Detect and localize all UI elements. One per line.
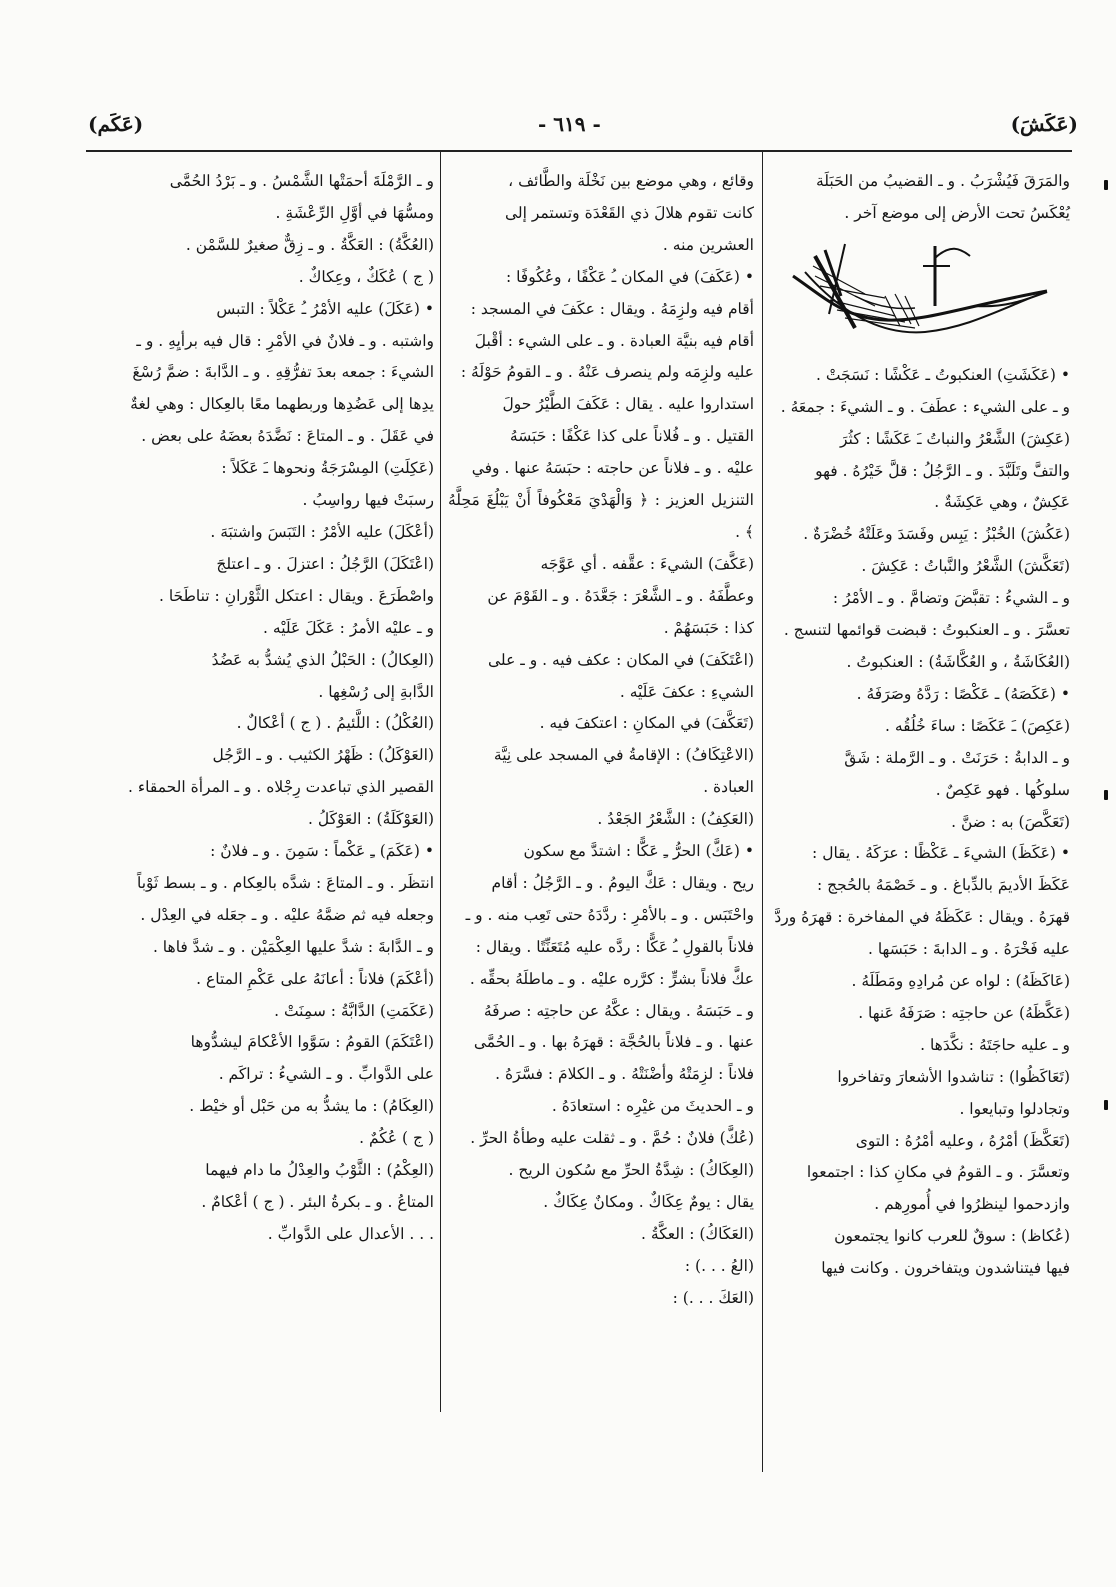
scan-mark [1104, 180, 1108, 190]
text-line: القتيل . و ـ فُلاناً على كذا عَكْفًا : حَبَسَهُ [509, 427, 754, 446]
text-line: ( ج ) عُكَكٌ ، وعِكاكٌ . [298, 267, 434, 286]
text-line: • (عَكَفَ) في المكان ـُ عَكْفًا ، وعُكُوفًا : [505, 267, 754, 286]
header-first-entry: (عَكَشَ) [1010, 112, 1078, 136]
text-line: القصير الذي تباعدت رِجْلاه . و ـ المرأة الحمقاء . [127, 778, 434, 797]
text-line: و ـ عليه حاجَتَهُ : نكَّدَها . [920, 1035, 1070, 1054]
text-line: (العُكَّةُ) : العَكَّةُ . و ـ زِقٌّ صغيرٌ للسَّمْن . [185, 235, 434, 254]
text-line: عكَّ فلاناً بشرٍّ : كرَّره عليْه . و ـ ماطلَهُ بحقِّه . [469, 969, 754, 988]
column-right [770, 166, 1070, 1285]
text-line: يدِها إلى عَضُدِها وربطهما معًا بالعِكال : وهي لغةٌ [130, 395, 434, 414]
text-line: (عَكِلَتِ) المِسْرَجَةُ ونحوها ـَ عَكَلاً : [221, 459, 434, 478]
text-line: رسبَتْ فيها رواسِبُ . [302, 491, 434, 510]
text-line: كذا : حَبَسَهُمْ . [663, 618, 754, 637]
text-line: (عُكَّ) فلانٌ : حُمَّ . و ـ ثقلت عليه وطأةُ الحرِّ . [470, 1129, 754, 1148]
text-line: عنها . و ـ فلاناً بالحُجَّة : قهرَهُ بها . و ـ الحُمَّى [473, 1033, 754, 1052]
text-line: الدَّابةِ إلى رُسْغِها . [318, 682, 434, 701]
column-middle [448, 166, 754, 1315]
text-line: (تَعَكَّفَ) في المكانِ : اعتكفَ فيه . [539, 714, 754, 733]
text-line: عَكَظَ الأديمَ بالدِّباغ . و ـ خَصْمَهُ بالحُجج : [816, 876, 1070, 895]
text-line: واصْطَرَعَ . ويقال : اعتكل الثَّوْرانِ : تناطَحَا . [158, 586, 434, 605]
text-line: (اعْتَكَمَ) القومُ : سَوَّوا الأعْكامَ ليشدُّوها [190, 1033, 434, 1052]
text-line: وتعسَّرَ . و ـ القومُ في مكانِ كذا : اجتمعوا [806, 1163, 1070, 1182]
text-line: الشيءِ : عكفَ عَلَيْه . [619, 682, 754, 701]
text-line: فيها فيتناشدون ويتفاخرون . وكانت فيها [821, 1259, 1070, 1278]
text-line: (عَكِصَ) ـَ عَكَصًا : ساءَ خُلُقُه . [885, 716, 1070, 735]
text-line: و ـ الحديثَ من غيْرِه : استعادَهُ . [551, 1097, 754, 1116]
header-rule [86, 150, 1072, 152]
text-line: • (عَكَمَ) ـِ عَكْماً : سَمِنَ . و ـ فلانٌ : [210, 842, 434, 861]
text-line: يقال : يومٌ عِكَاكٌ . ومكانٌ عِكَاكٌ . [543, 1193, 754, 1211]
text-line: تعسَّرَ . و ـ العنكبوتُ : قبضت قوائمها لتنسج . [783, 621, 1070, 640]
text-line: (عُكاظ) : سوقٌ للعرب كانوا يجتمعون [834, 1227, 1070, 1246]
spider-web-illustration [785, 236, 1055, 348]
scan-mark [1104, 1100, 1108, 1110]
text-line: و ـ الشيءُ : تقبَّضَ وتضامَّ . و ـ الأمْرُ : [832, 589, 1070, 608]
text-line: انتظَر . و ـ المتاعَ : شدَّه بالعِكام . و ـ بسط ثَوْباً [136, 873, 434, 892]
text-line: (عَاكَظَهُ) : لواه عن مُرادِهِ ومَطَلَهُ . [851, 972, 1070, 991]
text-line: (العِكالُ) : الحَبْلُ الذي يُشدُّ به عَضُدُ [211, 650, 434, 669]
text-line: العشرين منه . [662, 235, 754, 254]
text-line: • (عَكَصَهُ) ـ عَكْصًا : رَدَّهُ وصَرَفَهُ . [856, 684, 1070, 703]
text-line: • (عَكَشَتِ) العنكبوتُ ـ عَكْشًا : نَسَجَتْ . [815, 365, 1070, 384]
text-line: يُعْكَسُ تحت الأرض إلى موضع آخر . [844, 203, 1070, 222]
column-divider-left [440, 152, 441, 1412]
text-line: عليْه . و ـ فلاناً عن حاجته : حبَسَهُ عنها . وفي [471, 459, 754, 478]
text-line: في عَقَلَ . و ـ المتاعَ : نَضَّدَهُ بعضَهُ على بعض . [141, 427, 434, 446]
text-line: العبادة . [703, 778, 754, 797]
text-line: (العُكْلُ) : اللَّئيمُ . ( ج ) أعْكالٌ . [236, 714, 434, 733]
text-line: و ـ الدابةُ : حَرَنَتْ . و ـ الرَّملة : شَقَّ [844, 748, 1070, 767]
text-line: قهرَهُ . ويقال : عَكَظَهُ في المفاخرة : قهرَهُ وردَّ [774, 908, 1070, 927]
text-line: (أعْكَمَ) فلاناً : أعانَهُ على عَكْمِ المتاع . [196, 969, 434, 988]
text-line: التنزيل العزيز : ﴿ وَالْهَدْيَ مَعْكُوفاً أَنْ يَبْلُغَ مَحِلَّهُ ﴾ . [448, 491, 754, 541]
text-line: ( ج ) عُكُمٌ . [359, 1129, 434, 1148]
text-line: (تَعَكَّظَ) أمْرُهُ ، وعليه أمْرُهُ : التوى [855, 1131, 1070, 1150]
text-line: وعطَّفَهُ . و ـ الشَّعْرَ : جَعَّدَهُ . و ـ القَوْمَ عن [487, 586, 754, 605]
text-line: (تَعَكَّصَ) به : ضنَّ . [951, 812, 1070, 831]
text-line: (العَكِفُ) : الشَّعْرُ الجَعْدُ . [597, 810, 754, 829]
text-line: (العَكَ . . .) : [672, 1288, 754, 1307]
text-line: (عَكَّظَهُ) عن حاجتِه : صَرَفَهُ عَنها . [858, 1003, 1070, 1022]
text-line: • (عَكَظَ) الشيءَ ـ عَكْظًا : عرَكَهُ . يقال : [812, 844, 1070, 863]
text-line: • (عَكَلَ) عليه الأمْرُ ـُ عَكْلاً : التبس [216, 299, 434, 318]
text-line: وازدحموا لينظرُوا في أُمورِهم . [874, 1195, 1070, 1214]
text-line: (العُكَاشَةُ ، و العُكَّاشَةُ) : العنكبوتُ . [846, 652, 1070, 671]
text-line: (العَكَاكُ) : العكَّةُ . [641, 1224, 754, 1243]
text-line: و ـ حَبَسَهُ . ويقال : عكَّهُ عن حاجتِه : صرفَهُ [483, 1001, 754, 1020]
text-line: وجعله فيه ثم ضمَّهُ عليْه . و ـ جعَله في العِدْل . [140, 905, 434, 924]
page-number: - ٦١٩ - [538, 112, 601, 136]
text-line: كانت تقوم هلالَ ذي القَعْدَة وتستمر إلى [504, 203, 754, 222]
text-line: و ـ عليْه الأمرُ : عَكَلَ عَلَيْه . [263, 618, 434, 637]
text-line: و ـ على الشيء : عطَفَ . و ـ الشيءَ : جمعَهُ . [780, 397, 1070, 416]
text-line: الشيءَ : جمعه بعدَ تفرُّقِهِ . و ـ الدَّابةَ : ضمَّ رُسْغَ [132, 363, 434, 382]
text-line: (العِكْمُ) : الثَّوْبُ والعِدْلُ ما دام فيهما [205, 1161, 434, 1180]
text-line: (العَوْكَلُ) : ظَهْرُ الكثيب . و ـ الرَّجُل [212, 746, 434, 765]
text-line: (عَكُشَ) الخُبْزُ : يَبِس وفَسَدَ وعَلَتْهُ خُضْرَةٌ . [803, 525, 1070, 544]
text-line: (عَكَّفَ) الشيءَ : عقَّفه . أي عَوَّجَه [540, 554, 754, 573]
text-line: (العُ . . .) : [684, 1256, 754, 1275]
text-line: أقام فيه ولزِمَهُ . ويقال : عكَفَ في المسجد : [470, 299, 754, 318]
text-line: • (عَكَّ) الحرُّ ـِ عَكًّا : اشتدَّ مع سكون [523, 842, 754, 861]
text-line: عَكِشٌ ، وهي عَكِشَةٌ . [934, 493, 1070, 512]
text-line: سلوكُها . فهو عَكِصٌ . [935, 780, 1070, 799]
text-line: (اعْتَكَلَ) الرَّجُلُ : اعتزلَ . و ـ اعتلجَ [216, 554, 434, 573]
header-last-entry: (عَكَم) [88, 112, 144, 136]
text-line: (عَكِشَ) الشَّعْرُ والنباتُ ـَ عَكَشًا : كثُرَ [839, 429, 1070, 448]
text-line: (عَكَمَتِ) الدَّابَّةُ : سمِنَتْ . [274, 1001, 434, 1020]
text-line: ريح . ويقال : عَكَّ اليومُ . و ـ الرَّجُلُ : أقام [491, 873, 754, 892]
column-left [108, 166, 434, 1251]
text-line: ومسُّهَا في أوَّلِ الرِّعْشَةِ . [275, 203, 434, 222]
text-line: فلاناً : لزِمَتْهُ وأضْنَتْهُ . و ـ الكلامَ : فسَّرَهُ . [495, 1065, 754, 1084]
text-line: المتاعُ . و ـ بكرةُ البئر . ( ج ) أعْكامٌ . [201, 1193, 434, 1211]
text-line: (العِكَاكُ) : شِدَّةُ الحرِّ مع سُكون الريح . [508, 1161, 754, 1180]
text-line: والتفَّ وتَلَبَّدَ . و ـ الرَّجُلُ : قلَّ خَيْرُهُ . فهو [815, 461, 1070, 480]
column-divider-right [762, 152, 763, 1472]
text-line: (أعْكَلَ) عليه الأمْرُ : التَبَسَ واشتبَهَ . [210, 522, 434, 541]
text-line: (تَعَاكَظُوا) : تناشدوا الأشعارَ وتفاخروا [837, 1067, 1070, 1086]
text-line: وتجادلوا وتبايعوا . [959, 1099, 1070, 1118]
text-line: على الدَّوابِّ . و ـ الشيءُ : تراكَم . [218, 1065, 434, 1084]
text-line: (اعْتَكَفَ) في المكان : عكف فيه . و ـ على [488, 650, 754, 669]
text-line: فلاناً بالقولِ ـُ عَكًّا : ردَّه عليه مُتَعَنِّتًا . ويقال : [475, 937, 754, 956]
text-line: أقام فيه بنيَّة العبادة . و ـ على الشيء : أقْبلَ [474, 331, 754, 350]
scan-mark [1104, 790, 1108, 800]
text-line: واحْتَبَس . و ـ بالأمْرِ : ردَّدَهُ حتى تَعِب منه . و ـ [465, 905, 754, 924]
text-line: و ـ الرَّمْلَةَ أحمَتْها الشَّمْسُ . و ـ بَرْدُ الحُمَّى [169, 172, 434, 190]
text-line: . . . الأعدال على الدَّوابِّ . [267, 1224, 434, 1243]
text-line: وقائع ، وهي موضع بين نَخْلَة والطَّائف ، [508, 172, 754, 190]
text-line: والمَرَقَ فَيُشْرَبُ . و ـ القضيبُ من الحَبَلَة [815, 172, 1070, 190]
text-line: (الاعْتِكَافُ) : الإقامةُ في المسجد على نِيَّة [493, 746, 754, 765]
text-line: (العَوْكَلَةُ) : العَوْكَلُ . [308, 810, 434, 829]
text-line: عليه فَخْرَهُ . و ـ الدابةَ : حَبَسَها . [867, 940, 1070, 959]
text-line: و ـ الدَّابةَ : شدَّ عليها العِكْمَيْن . و ـ شدَّ فاها . [152, 937, 434, 956]
text-line: (تَعَكَّشَ) الشَّعْرُ والنَّباتُ : عَكِشَ . [861, 557, 1070, 576]
text-line: استداروا عليه . يقال : عَكَفَ الطَّيْرُ حولَ [502, 395, 754, 414]
text-line: عليه ولزِمَه ولم ينصرف عَنْهُ . و ـ القومُ حَوْلَهُ : [460, 363, 754, 382]
text-line: (العِكَامُ) : ما يشدُّ به من حَبْل أو خيْط . [189, 1097, 434, 1116]
text-line: واشتبه . و ـ فلانٌ في الأمْرِ : قال فيه برأيِهِ . و ـ [136, 331, 434, 350]
